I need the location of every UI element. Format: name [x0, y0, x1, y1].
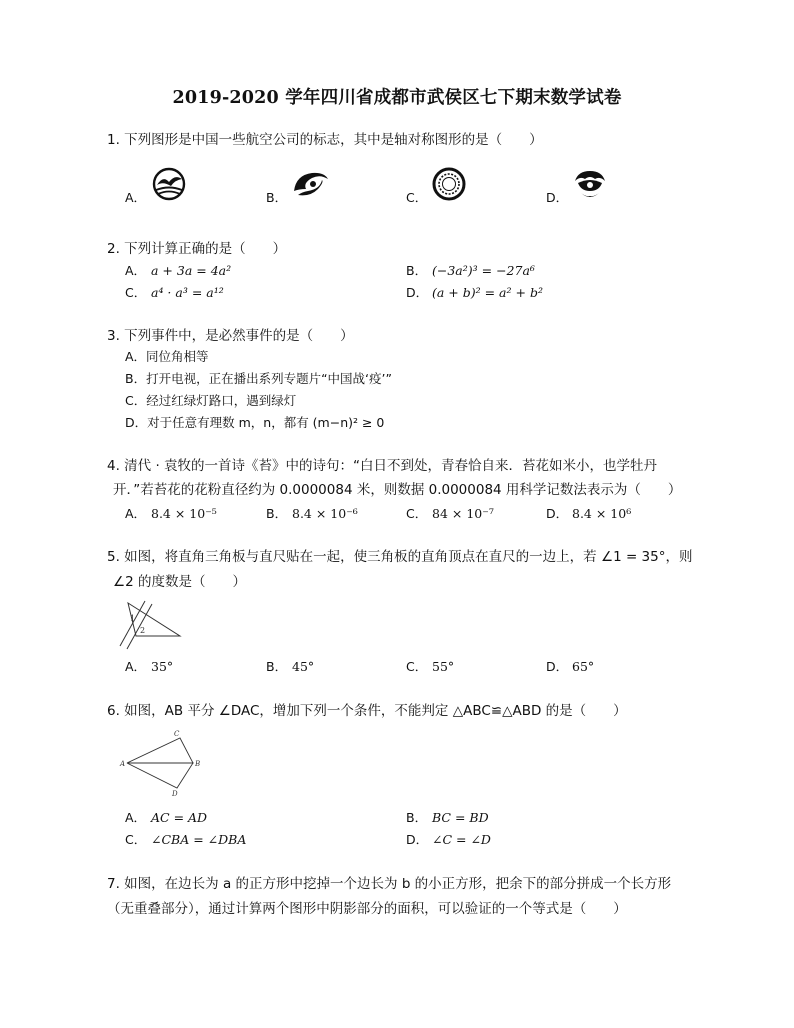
- q6-option-b-label: B．: [406, 810, 428, 825]
- q6-option-a-expr: AC = AD: [151, 810, 208, 825]
- q6-option-a: [125, 808, 207, 828]
- q4-option-a: [125, 504, 217, 524]
- page-title: 2019-2020 学年四川省成都市武侯区七下期末数学试卷: [172, 88, 622, 108]
- q3-option-b: B．打开电视，正在播出系列专题片“中国战‘疫’”: [125, 371, 392, 386]
- q5-option-c-label: C．: [406, 659, 428, 674]
- q5-option-d: [546, 657, 594, 677]
- q4-option-d-expr: 8.4 × 10⁶: [572, 506, 632, 521]
- q2-option-d-expr: (a + b)² = a² + b²: [432, 285, 543, 300]
- q1-option-c-label: C．: [406, 190, 428, 205]
- q6-option-d-label: D．: [406, 832, 429, 847]
- q5-option-d-label: D．: [546, 659, 569, 674]
- question-7-stem-line2: （无重叠部分），通过计算两个图形中阴影部分的面积，可以验证的一个等式是（ ）: [107, 901, 627, 917]
- q2-option-b: [406, 261, 535, 281]
- q6-option-d-expr: ∠C = ∠D: [432, 832, 491, 847]
- q5-option-a-label: A．: [125, 659, 147, 674]
- q3-option-d: D．对于任意有理数 m，n，都有 (m−n)² ≥ 0: [125, 415, 385, 430]
- question-3-stem: 3. 下列事件中，是必然事件的是（ ）: [107, 328, 354, 344]
- triangle-abcd-figure: [117, 728, 209, 798]
- q6-option-b-expr: BC = BD: [432, 810, 489, 825]
- q5-option-c-expr: 55°: [432, 659, 455, 674]
- q5-option-b: [266, 657, 314, 677]
- q5-option-c: [406, 657, 454, 677]
- q2-option-b-label: B．: [406, 263, 428, 278]
- q5-option-d-expr: 65°: [572, 659, 595, 674]
- q4-option-b: [266, 504, 358, 524]
- q4-option-a-label: A．: [125, 506, 147, 521]
- q4-option-c-label: C．: [406, 506, 428, 521]
- q6-option-a-label: A．: [125, 810, 147, 825]
- angle-1-label: 1: [130, 614, 136, 623]
- point-b-label: B: [195, 760, 201, 768]
- point-a-label: A: [120, 760, 126, 768]
- crane-circle-logo-icon: [151, 167, 187, 201]
- question-1-stem: 1. 下列图形是中国一些航空公司的标志，其中是轴对称图形的是（ ）: [107, 132, 543, 148]
- q6-option-c: [125, 830, 246, 850]
- phoenix-logo-icon: [572, 167, 608, 201]
- q4-option-b-label: B．: [266, 506, 288, 521]
- q2-option-b-expr: (−3a²)³ = −27a⁶: [432, 263, 535, 278]
- q3-option-a: A．同位角相等: [125, 349, 209, 364]
- ruler-triangle-figure: [112, 600, 188, 652]
- q2-option-a-label: A．: [125, 263, 147, 278]
- q2-option-c-expr: a⁴ · a³ = a¹²: [151, 285, 224, 300]
- question-4-stem-line2: 开．”若苔花的花粉直径约为 0.0000084 米，则数据 0.0000084 用科学记数法表示为（ ）: [113, 482, 682, 498]
- q2-option-a-expr: a + 3a = 4a²: [151, 263, 232, 278]
- q5-option-b-label: B．: [266, 659, 288, 674]
- question-2-stem: 2. 下列计算正确的是（ ）: [107, 241, 287, 257]
- q1-option-a-label: A．: [125, 190, 147, 205]
- q3-option-c: C．经过红绿灯路口，遇到绿灯: [125, 393, 297, 408]
- question-6-stem: 6. 如图，AB 平分 ∠DAC，增加下列一个条件，不能判定 △ABC≌△ABD 的是（ ）: [107, 703, 627, 719]
- swirl-logo-icon: [290, 167, 330, 199]
- ring-logo-icon: [431, 166, 467, 202]
- point-d-label: D: [172, 790, 178, 798]
- q2-option-d: [406, 283, 543, 303]
- q5-option-a-expr: 35°: [151, 659, 174, 674]
- question-5-stem-line1: 5. 如图，将直角三角板与直尺贴在一起，使三角板的直角顶点在直尺的一边上，若 ∠1 = 35°，则: [107, 549, 693, 565]
- q6-option-c-expr: ∠CBA = ∠DBA: [151, 832, 247, 847]
- q1-option-b-label: B．: [266, 190, 288, 205]
- q6-option-c-label: C．: [125, 832, 147, 847]
- q2-option-c: [125, 283, 224, 303]
- q2-option-d-label: D．: [406, 285, 429, 300]
- point-c-label: C: [174, 730, 180, 738]
- q6-option-b: [406, 808, 489, 828]
- q5-option-a: [125, 657, 173, 677]
- q4-option-b-expr: 8.4 × 10⁻⁶: [292, 506, 358, 521]
- question-5-stem-line2: ∠2 的度数是（ ）: [113, 574, 246, 590]
- q1-option-d-label: D．: [546, 190, 569, 205]
- question-7-stem-line1: 7. 如图，在边长为 a 的正方形中挖掉一个边长为 b 的小正方形，把余下的部分拼成一个长方形: [107, 876, 672, 892]
- q6-option-d: [406, 830, 491, 850]
- q4-option-c: [406, 504, 494, 524]
- q4-option-a-expr: 8.4 × 10⁻⁵: [151, 506, 217, 521]
- question-4-stem-line1: 4. 清代 · 袁牧的一首诗《苔》中的诗句：“白日不到处，青春恰自来．苔花如米小，也学牡丹: [107, 458, 658, 474]
- q2-option-c-label: C．: [125, 285, 147, 300]
- q2-option-a: [125, 261, 231, 281]
- q4-option-d: [546, 504, 631, 524]
- q4-option-d-label: D．: [546, 506, 569, 521]
- q4-option-c-expr: 84 × 10⁻⁷: [432, 506, 494, 521]
- q5-option-b-expr: 45°: [292, 659, 315, 674]
- angle-2-label: 2: [140, 626, 146, 635]
